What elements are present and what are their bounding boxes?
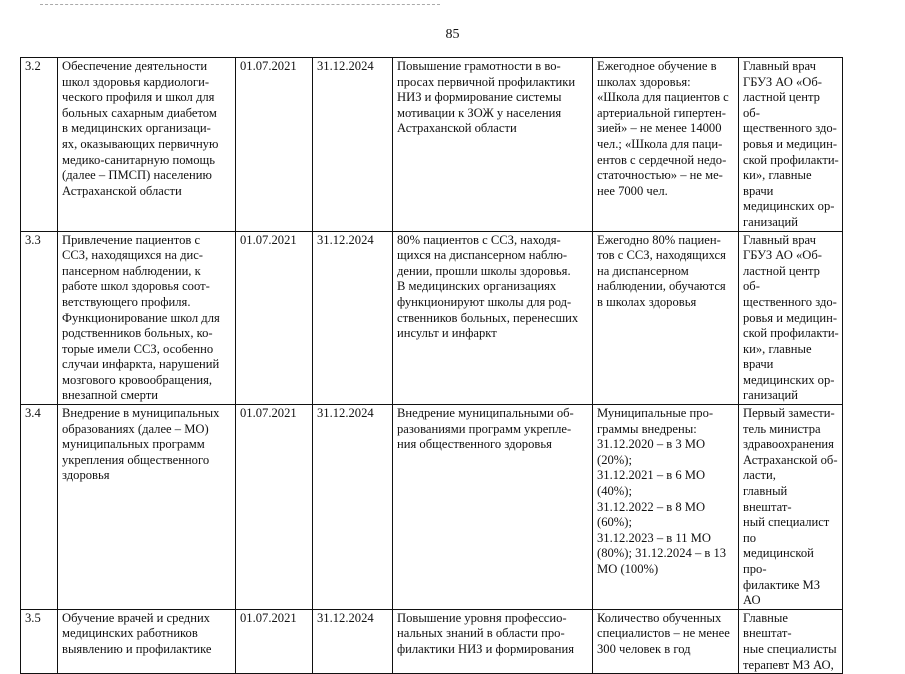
row-number: 3.4 xyxy=(21,405,58,610)
table-row xyxy=(21,609,843,673)
indicator-cell: Ежегодное обучение в школах здоровья: «Школа для пациентов с артериальной гипертен- зией» – не менее 14000 чел.; «Школа для паци- ентов с сердечной недо- статочностью» – не ме- нее 7000 чел. xyxy=(593,58,739,232)
result-cell: Повышение грамотности в во- просах первичной профилактики НИЗ и формирование системы мотивации к ЗОЖ у населения Астраханской области xyxy=(393,58,593,232)
result-cell: Повышение уровня профессио- нальных знаний в области про- филактики НИЗ и формирования xyxy=(393,609,593,673)
activity-cell: Привлечение пациентов с ССЗ, находящихся на дис- пансерном наблюдении, к работе школ здоровья соот- ветствующего профиля. Функционирование школ для родственников больных, ко- торые имели ССЗ, особенно случаи инфаркта, нарушений мозгового кровообращения, внезапной смерти xyxy=(58,231,236,405)
result-cell: Внедрение муниципальными об- разованиями программ укрепле- ния общественного здоровья xyxy=(393,405,593,610)
result-cell: 80% пациентов с ССЗ, находя- щихся на диспансерном наблю- дении, прошли школы здоровья. В медицинских организациях функционируют школы для род- ственников больных, перенесших инсульт и инфаркт xyxy=(393,231,593,405)
responsible-cell: Первый замести- тель министра здравоохранения Астраханской об- ласти, главный внештат- ный специалист по медицинской про- филактике МЗ АО xyxy=(739,405,843,610)
end-date-cell: 31.12.2024 xyxy=(313,231,393,405)
activity-cell: Обеспечение деятельности школ здоровья кардиологи- ческого профиля и школ для больных сахарным диабетом в медицинских организаци- ях, оказывающих первичную медико-санитарную помощь (далее – ПМСП) населению Астраханской области xyxy=(58,58,236,232)
start-date-cell: 01.07.2021 xyxy=(236,231,313,405)
end-date-cell: 31.12.2024 xyxy=(313,609,393,673)
table-row xyxy=(21,405,843,610)
indicator-cell: Количество обученных специалистов – не менее 300 человек в год xyxy=(593,609,739,673)
responsible-cell: Главный врач ГБУЗ АО «Об- ластной центр об- щественного здо- ровья и медицин- ской профилакти- ки», главные врачи медицинских ор- ганизаций xyxy=(739,58,843,232)
top-scan-line xyxy=(40,4,440,6)
end-date-cell: 31.12.2024 xyxy=(313,405,393,610)
table-row xyxy=(21,231,843,405)
page-number: 85 xyxy=(445,27,460,42)
row-number: 3.3 xyxy=(21,231,58,405)
responsible-cell: Главные внештат- ные специалисты терапевт МЗ АО, xyxy=(739,609,843,673)
table-row xyxy=(21,58,843,232)
activity-cell: Внедрение в муниципальных образованиях (далее – МО) муниципальных программ укрепления общественного здоровья xyxy=(58,405,236,610)
start-date-cell: 01.07.2021 xyxy=(236,609,313,673)
activity-plan-table xyxy=(20,57,843,674)
responsible-cell: Главный врач ГБУЗ АО «Об- ластной центр об- щественного здо- ровья и медицин- ской профилакти- ки», главные врачи медицинских ор- ганизаций xyxy=(739,231,843,405)
indicator-cell: Ежегодно 80% пациен- тов с ССЗ, находящихся на диспансерном наблюдении, обучаются в школах здоровья xyxy=(593,231,739,405)
activity-cell: Обучение врачей и средних медицинских работников выявлению и профилактике xyxy=(58,609,236,673)
row-number: 3.2 xyxy=(21,58,58,232)
end-date-cell: 31.12.2024 xyxy=(313,58,393,232)
start-date-cell: 01.07.2021 xyxy=(236,58,313,232)
row-number: 3.5 xyxy=(21,609,58,673)
indicator-cell: Муниципальные про- граммы внедрены: 31.12.2020 – в 3 МО (20%); 31.12.2021 – в 6 МО (40%); 31.12.2022 – в 8 МО (60%); 31.12.2023 – в 11 МО (80%); 31.12.2024 – в 13 МО (100%) xyxy=(593,405,739,610)
start-date-cell: 01.07.2021 xyxy=(236,405,313,610)
